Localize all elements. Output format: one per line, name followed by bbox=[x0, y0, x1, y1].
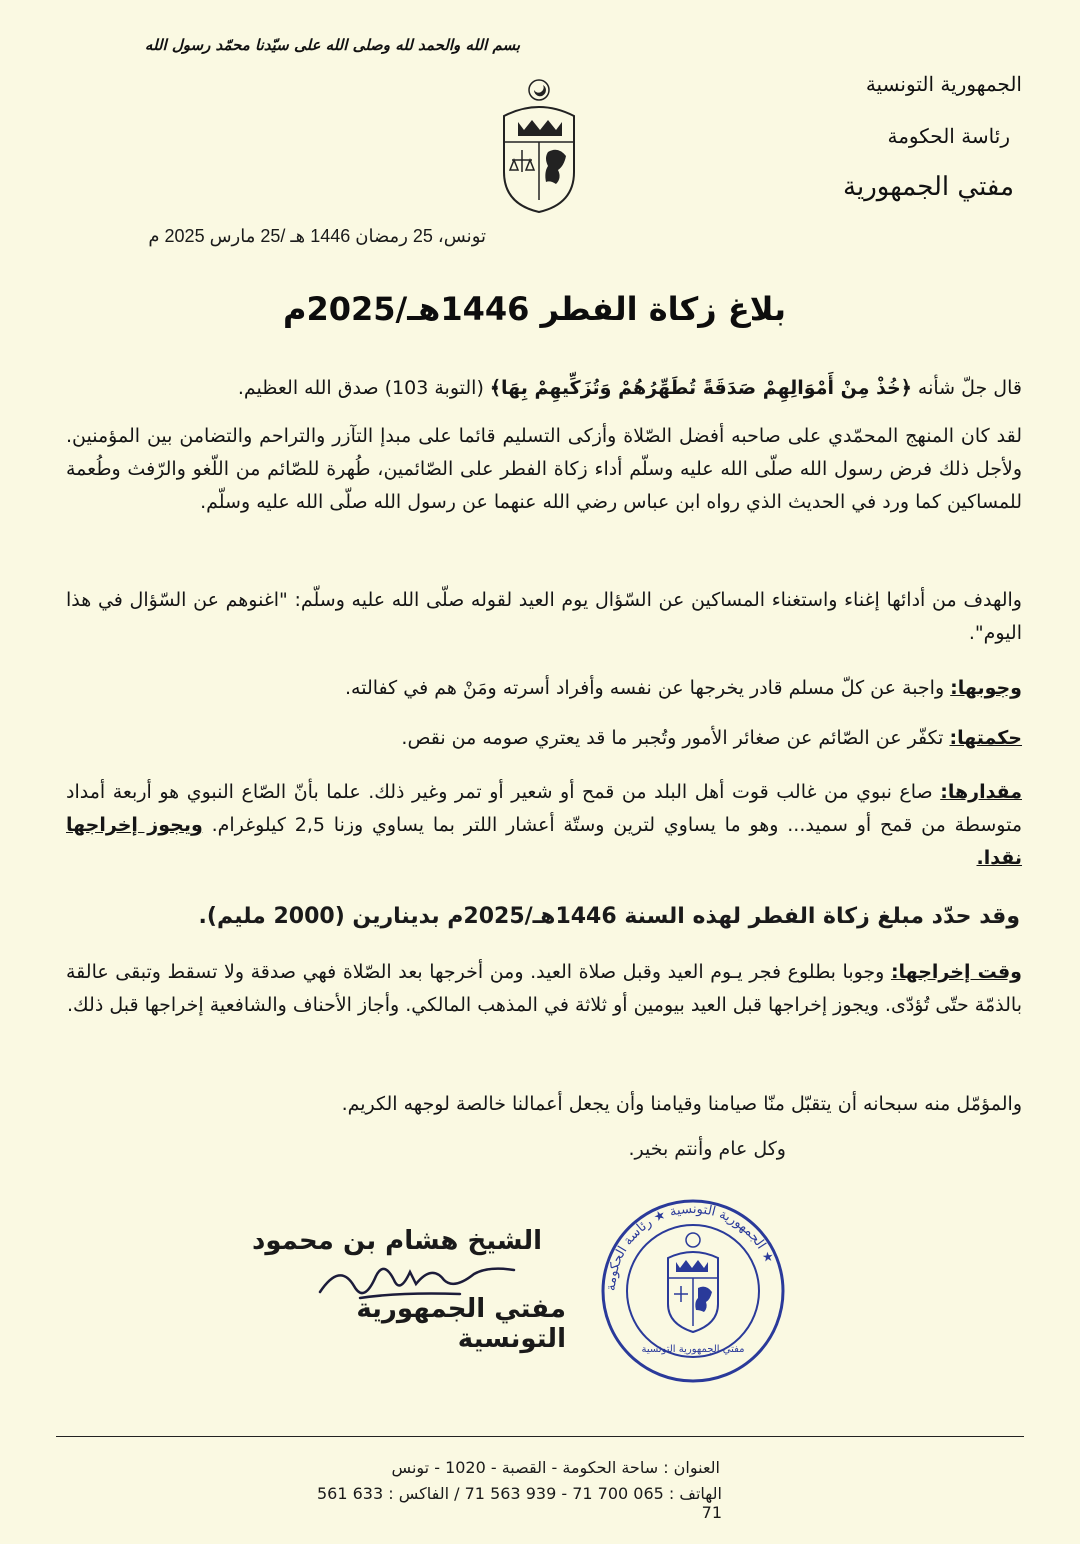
zakat-amount-announcement: وقد حدّد مبلغ زكاة الفطر لهذه السنة 1446هـ/2025م بدينارين (2000 مليم). bbox=[198, 904, 1020, 929]
amount-measure-text: صاع نبوي من غالب قوت أهل البلد من قمح أو شعير أو تمر وغير ذلك. علما بأنّ الصّاع النبوي هو أربعة أمداد متوسطة من قمح أو سميد... وهو ما يساوي لترين وستّة أعشار اللتر بما يساوي وزنا 2,5 كيلوغرام. bbox=[66, 781, 1022, 836]
intro-paragraph: لقد كان المنهج المحمّدي على صاحبه أفضل الصّلاة وأزكى التسليم قائما على مبدإ التآزر والتراحم والتضامن بين المؤمنين. ولأجل ذلك فرض رسول الله صلّى الله عليه وسلّم أداء زكاة الفطر على الصّائمين، طُهرة للصّائم من اللّغو والرّفث وطُعمة للمساكين كما ورد في الحديث الذي رواه ابن عباس رضي الله عنهما عن رسول الله صلّى الله عليه وسلّم. bbox=[66, 425, 1022, 513]
closing-prayer: والمؤمّل منه سبحانه أن يتقبّل منّا صيامنا وقيامنا وأن يجعل أعمالنا خالصة لوجهه الكريم. bbox=[341, 1093, 1022, 1115]
wisdom-paragraph bbox=[66, 722, 1022, 755]
quran-verse: ﴿خُذْ مِنْ أَمْوَالِهِمْ صَدَقَةً تُطَهِّرُهُمْ وَتُزَكِّيهِمْ بِهَا﴾ bbox=[489, 377, 912, 399]
signatory-name: الشيخ هشام بن محمود bbox=[251, 1226, 542, 1256]
greeting: وكل عام وأنتم بخير. bbox=[628, 1138, 786, 1160]
timing-paragraph bbox=[66, 956, 1022, 1022]
wisdom-label: حكمتها: bbox=[949, 727, 1022, 749]
amount-measure-paragraph bbox=[66, 776, 1022, 875]
header-republic: الجمهورية التونسية bbox=[865, 72, 1022, 96]
document-date: تونس، 25 رمضان 1446 هـ /25 مارس 2025 م bbox=[148, 226, 486, 246]
footer-address: العنوان : ساحة الحكومة - القصبة - 1020 - تونس bbox=[391, 1458, 720, 1477]
seal-inner-text: مفتي الجمهورية التونسية bbox=[641, 1344, 745, 1355]
seal-outer-text: الجمهورية التونسية ★ رئاسة الحكومة ★ bbox=[603, 1201, 777, 1292]
cash-allowed-note: ويجوز إخراجها نقدا. bbox=[66, 814, 1022, 869]
amount-measure-label: مقدارها: bbox=[940, 781, 1022, 803]
footer-divider bbox=[56, 1436, 1024, 1437]
timing-label: وقت إخراجها: bbox=[890, 961, 1022, 983]
quote-prefix: قال جلّ شأنه bbox=[911, 377, 1022, 399]
timing-text: وجوبا بطلوع فجر يـوم العيد وقبل صلاة العيد. ومن أخرجها بعد الصّلاة فهي صدقة ولا تسقط وتبقى عالقة بالذمّة حتّى تُؤدّى. ويجوز إخراجها قبل العيد بيومين أو ثلاثة في المذهب المالكي. وأجاز الأحناف والشافعية إخراجها قبل ذلك. bbox=[66, 961, 1022, 1016]
quote-suffix: (التوبة 103) صدق الله العظيم. bbox=[237, 377, 490, 399]
goal-paragraph: والهدف من أدائها إغناء واستغناء المساكين عن السّؤال يوم العيد لقوله صلّى الله عليه وسلّم: "اغنوهم عن السّؤال في هذا اليوم". bbox=[66, 589, 1022, 644]
wisdom-text: تكفّر عن الصّائم عن صغائر الأمور وتُجبر ما قد يعتري صومه من نقص. bbox=[401, 727, 950, 749]
basmala-header: بسم الله والحمد لله وصلى الله على سيّدنا محمّد رسول الله bbox=[144, 36, 520, 54]
obligation-label: وجوبها: bbox=[950, 677, 1022, 699]
header-government-presidency: رئاسة الحكومة bbox=[887, 124, 1010, 148]
signatory-title: مفتي الجمهورية التونسية bbox=[356, 1294, 566, 1354]
obligation-paragraph bbox=[66, 672, 1022, 705]
footer-phones: الهاتف : 065 700 71 - 939 563 71 / الفاكس : 633 561 71 bbox=[316, 1484, 722, 1522]
document-title: بلاغ زكاة الفطر 1446هـ/2025م bbox=[282, 290, 786, 328]
quran-quote-paragraph bbox=[66, 372, 1022, 405]
tunisia-coat-of-arms-icon bbox=[496, 76, 582, 214]
header-mufti: مفتي الجمهورية bbox=[843, 172, 1014, 202]
official-seal-icon bbox=[598, 1196, 788, 1386]
obligation-text: واجبة عن كلّ مسلم قادر يخرجها عن نفسه وأفراد أسرته ومَنْ هم في كفالته. bbox=[345, 677, 951, 699]
